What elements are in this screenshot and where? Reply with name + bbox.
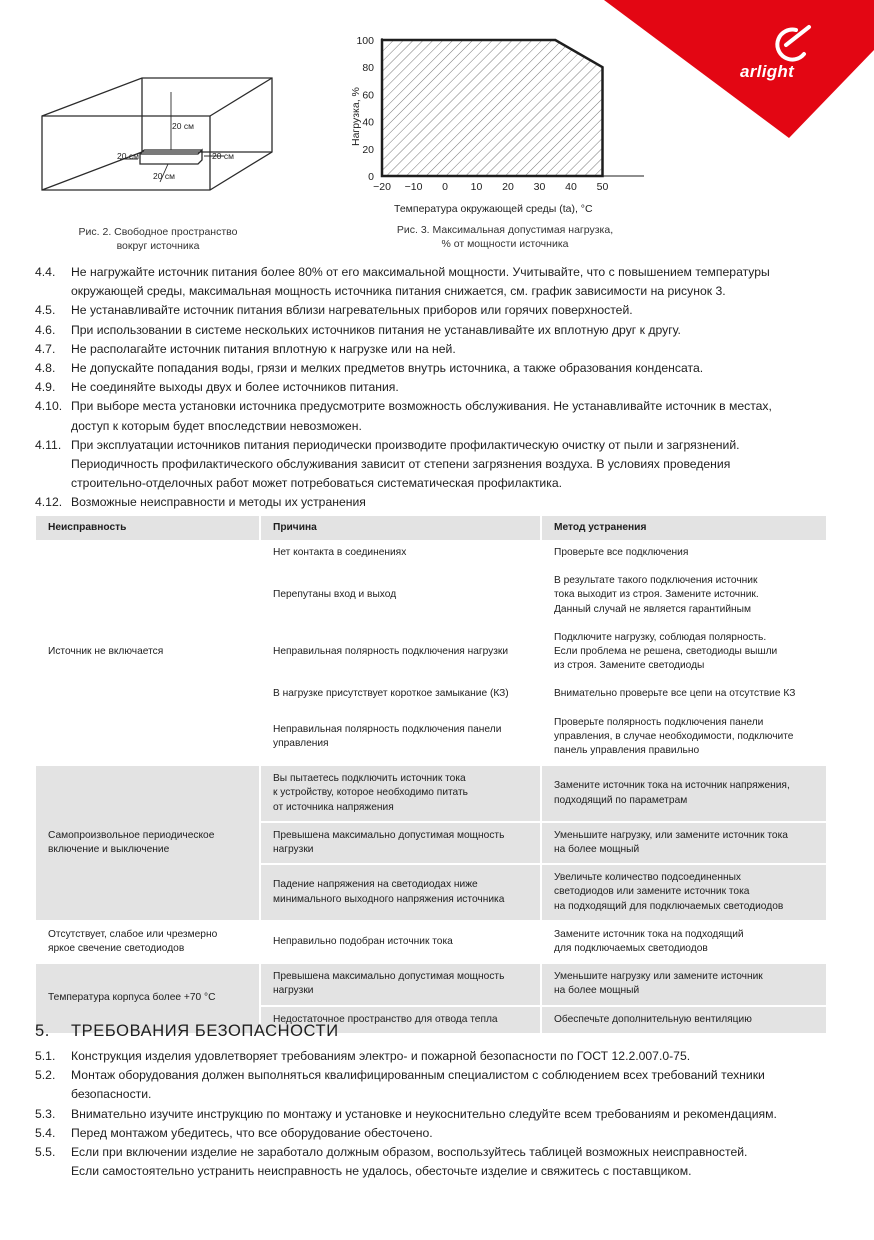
cell-line: к устройству, которое необходимо питать <box>273 787 468 799</box>
x-tick-label: 0 <box>442 181 448 193</box>
fix-cell <box>541 567 827 624</box>
cell-line: Температура корпуса более +70 °С <box>48 992 216 1004</box>
caption-line: % от мощности источника <box>441 238 569 250</box>
item-line: Конструкция изделия удовлетворяет требованиям электро- и пожарной безопасности по ГОСТ 12.2.007.0-75. <box>71 1049 691 1063</box>
list-item <box>35 359 835 378</box>
cell-line: нагрузки <box>273 844 314 856</box>
fix-cell <box>541 822 827 864</box>
y-tick-label: 100 <box>356 36 374 47</box>
cell-line: Замените источник тока на источник напряжения, <box>554 780 790 792</box>
y-tick-label: 20 <box>362 143 374 156</box>
item-line: окружающей среды, максимальная мощность источника питания снижается, см. график зависимости на рисунок 3. <box>71 284 726 299</box>
header-cause: Причина <box>260 516 541 540</box>
cell-line: Источник не включается <box>48 646 164 658</box>
table-header-row <box>36 516 827 540</box>
cell-line: Вы пытаетесь подключить источник тока <box>273 773 466 785</box>
cell-line: светодиодов или замените источник тока <box>554 886 750 898</box>
cause-cell <box>260 822 541 864</box>
item-line: Не нагружайте источник питания более 80% от его максимальной мощности. Учитывайте, что с повышением температуры <box>71 265 770 279</box>
x-tick-label: 50 <box>596 181 609 193</box>
figure-free-space <box>38 74 278 196</box>
list-item <box>35 1047 835 1066</box>
item-number: 4.12. <box>35 495 63 510</box>
fault-table <box>36 516 828 1035</box>
cell-line: Замените источник тока на подходящий <box>554 928 744 940</box>
item-line: При эксплуатации источников питания периодически производите профилактическую очистку от пыли и загрязнений. <box>71 437 740 452</box>
cause-cell <box>260 567 541 624</box>
cell-line: Самопроизвольное периодическое <box>48 829 215 841</box>
cell-line: Проверьте все подключения <box>554 547 689 558</box>
item-line: Не соединяйте выходы двух и более источников питания. <box>71 380 399 395</box>
list-item <box>35 436 835 494</box>
chart-area <box>382 40 603 176</box>
caption-line: Рис. 3. Максимальная допустимая нагрузка, <box>396 224 614 236</box>
cause-cell <box>260 624 541 681</box>
table-row <box>36 963 827 1005</box>
x-tick-label: 30 <box>533 181 546 193</box>
label-top: 20 см <box>172 121 194 131</box>
item-line: Не допускайте попадания воды, грязи и мелких предметов внутрь источника, а также образования конденсата. <box>71 361 704 376</box>
list-item <box>35 378 835 397</box>
item-line: строительно-отделочных работ может потребоваться систематическая профилактика. <box>71 476 562 491</box>
x-tick-label: −10 <box>404 181 423 193</box>
cause-cell <box>260 765 541 822</box>
section-title-text: ТРЕБОВАНИЯ БЕЗОПАСНОСТИ <box>71 1022 339 1040</box>
item-number: 4.10. <box>35 399 63 414</box>
cell-line: для подключаемых светодиодов <box>554 943 708 955</box>
header-fault: Неисправность <box>36 516 260 540</box>
item-line: Возможные неисправности и методы их устранения <box>71 495 366 510</box>
figure3-caption <box>374 223 636 251</box>
fault-cell <box>36 921 260 963</box>
cell-line: включение и выключение <box>48 844 170 856</box>
list-item <box>35 1124 835 1143</box>
x-tick-label: 40 <box>565 181 577 193</box>
item-number: 4.11. <box>35 437 62 452</box>
list-item <box>35 301 835 320</box>
cell-line: Перепутаны вход и выход <box>273 589 397 601</box>
cell-line: тока выходит из строя. Замените источник. <box>554 589 759 601</box>
item-number: 4.4. <box>35 265 56 279</box>
y-tick-label: 60 <box>362 89 374 102</box>
x-tick-labels <box>373 181 608 193</box>
cell-line: Данный случай не является гарантийным <box>554 603 751 615</box>
item-line: Если при включении изделие не заработало должным образом, воспользуйтесь таблицей возможных неисправностей. <box>71 1145 748 1160</box>
cell-line: Превышена максимально допустимая мощность <box>273 829 505 841</box>
item-line: Периодичность профилактического обслуживания зависит от степени загрязнения воздуха. В условиях проведения <box>71 457 731 472</box>
list-item <box>35 1066 835 1104</box>
cell-line: из строя. Замените светодиоды <box>554 660 705 672</box>
item-number: 5.4. <box>35 1125 56 1140</box>
y-tick-label: 0 <box>368 171 374 183</box>
list-item <box>35 321 835 340</box>
cell-line: Превышена максимально допустимая мощность <box>273 971 505 983</box>
fix-cell <box>541 765 827 822</box>
item-line: Внимательно изучите инструкцию по монтажу и установке и неукоснительно следуйте всем требованиям и рекомендациям. <box>71 1106 777 1121</box>
cell-line: на более мощный <box>554 985 640 997</box>
fix-cell <box>541 709 827 766</box>
x-axis-label: Температура окружающей среды (ta), °C <box>394 203 593 215</box>
item-number: 4.8. <box>35 361 56 376</box>
cause-cell <box>260 963 541 1005</box>
x-tick-label: 10 <box>470 181 483 193</box>
cell-line: Неправильно подобран источник тока <box>273 935 453 947</box>
item-line: Не располагайте источник питания вплотную к нагрузке или на ней. <box>71 341 456 356</box>
item-line: При использовании в системе нескольких источников питания не устанавливайте их вплотную друг к другу. <box>71 322 681 337</box>
y-tick-label: 40 <box>362 116 374 129</box>
cell-line: минимального выходного напряжения источника <box>273 893 505 905</box>
caption-line: Рис. 2. Свободное пространство <box>78 226 238 238</box>
label-bottom: 20 см <box>153 171 175 181</box>
fix-cell <box>541 540 827 567</box>
fix-cell <box>541 624 827 681</box>
x-tick-label: 20 <box>502 181 514 193</box>
item-line: доступ к которым будет впоследствии невозможен. <box>71 418 362 433</box>
figure2-caption <box>38 225 278 253</box>
cell-line: Недостаточное пространство для отвода тепла <box>273 1013 498 1025</box>
fix-cell <box>541 680 827 708</box>
item-line: Если самостоятельно устранить неисправность не удалось, обесточьте изделие и свяжитесь с поставщиком. <box>71 1164 692 1179</box>
item-number: 4.5. <box>35 303 56 318</box>
cell-line: на более мощный <box>554 844 640 856</box>
list-item <box>35 397 835 435</box>
list-item <box>35 340 835 359</box>
item-number: 4.9. <box>35 380 56 395</box>
cell-line: от источника напряжения <box>273 801 394 813</box>
table-row <box>36 765 827 822</box>
cause-cell <box>260 540 541 567</box>
cell-line: Неправильная полярность подключения нагрузки <box>273 646 509 658</box>
cell-line: В результате такого подключения источник <box>554 575 758 587</box>
fix-cell <box>541 864 827 921</box>
cell-line: управления, в случае необходимости, подключите <box>554 730 794 742</box>
header-fix: Метод устранения <box>541 516 827 540</box>
cell-line: Отсутствует, слабое или чрезмерно <box>48 928 218 940</box>
fix-cell <box>541 921 827 963</box>
section-title <box>35 1022 339 1041</box>
cell-line: Проверьте полярность подключения панели <box>554 716 764 728</box>
cell-line: Падение напряжения на светодиодах ниже <box>273 879 478 891</box>
cell-line: Если проблема не решена, светодиоды вышли <box>554 646 778 658</box>
cell-line: подходящий по параметрам <box>554 794 688 806</box>
section-number: 5. <box>35 1022 50 1040</box>
load-derating-chart <box>338 36 650 226</box>
item-number: 5.2. <box>35 1068 56 1083</box>
cause-cell <box>260 864 541 921</box>
caption-line: вокруг источника <box>116 240 200 252</box>
cell-line: на подходящий для подключаемых светодиодов <box>554 900 784 912</box>
item-line: При выборе места установки источника предусмотрите возможность обслуживания. Не устанавливайте источник в местах, <box>71 399 772 414</box>
cell-line: нагрузки <box>273 985 314 997</box>
cause-cell <box>260 709 541 766</box>
y-tick-label: 80 <box>362 62 374 75</box>
cell-line: яркое свечение светодиодов <box>48 943 185 955</box>
fix-cell <box>541 1006 827 1034</box>
item-number: 5.1. <box>35 1049 56 1063</box>
cell-line: В нагрузке присутствует короткое замыкание (КЗ) <box>273 688 509 700</box>
table-row <box>36 921 827 963</box>
cell-line: Уменьшите нагрузку или замените источник <box>554 971 763 983</box>
list-item <box>35 1105 835 1124</box>
cell-line: Уменьшите нагрузку, или замените источник тока <box>554 829 788 841</box>
cell-line: Нет контакта в соединениях <box>273 547 407 558</box>
label-left: 20 см <box>117 151 139 161</box>
item-line: безопасности. <box>71 1087 152 1102</box>
list-item <box>35 493 835 512</box>
cell-line: управления <box>273 737 329 749</box>
label-right: 20 см <box>212 151 234 161</box>
item-line: Перед монтажом убедитесь, что все оборудование обесточено. <box>71 1125 433 1140</box>
cell-line: Увеличьте количество подсоединенных <box>554 872 742 884</box>
item-number: 4.7. <box>35 341 56 356</box>
cause-cell <box>260 921 541 963</box>
cell-line: Неправильная полярность подключения панели <box>273 723 502 735</box>
list-item <box>35 263 835 301</box>
fault-cell <box>36 765 260 921</box>
brand-logo: arlight <box>740 62 795 81</box>
cell-line: Внимательно проверьте все цепи на отсутствие КЗ <box>554 688 796 700</box>
list-item <box>35 1143 835 1181</box>
section5-items <box>35 1047 835 1181</box>
y-axis-label: Нагрузка, % <box>350 87 362 146</box>
item-number: 4.6. <box>35 322 56 337</box>
cause-cell <box>260 680 541 708</box>
table-row <box>36 540 827 567</box>
item-line: Монтаж оборудования должен выполняться квалифицированным специалистом с соблюдением всех требований техники <box>71 1068 765 1083</box>
section4-items <box>35 263 835 513</box>
x-tick-label: −20 <box>373 181 391 193</box>
cell-line: Обеспечьте дополнительную вентиляцию <box>554 1013 752 1025</box>
cell-line: панель управления правильно <box>554 745 700 757</box>
item-number: 5.5. <box>35 1145 56 1160</box>
cell-line: Подключите нагрузку, соблюдая полярность. <box>554 631 767 643</box>
fix-cell <box>541 963 827 1005</box>
item-line: Не устанавливайте источник питания вблизи нагревательных приборов или горячих поверхностей. <box>71 303 633 318</box>
item-number: 5.3. <box>35 1106 56 1121</box>
fault-cell <box>36 540 260 765</box>
